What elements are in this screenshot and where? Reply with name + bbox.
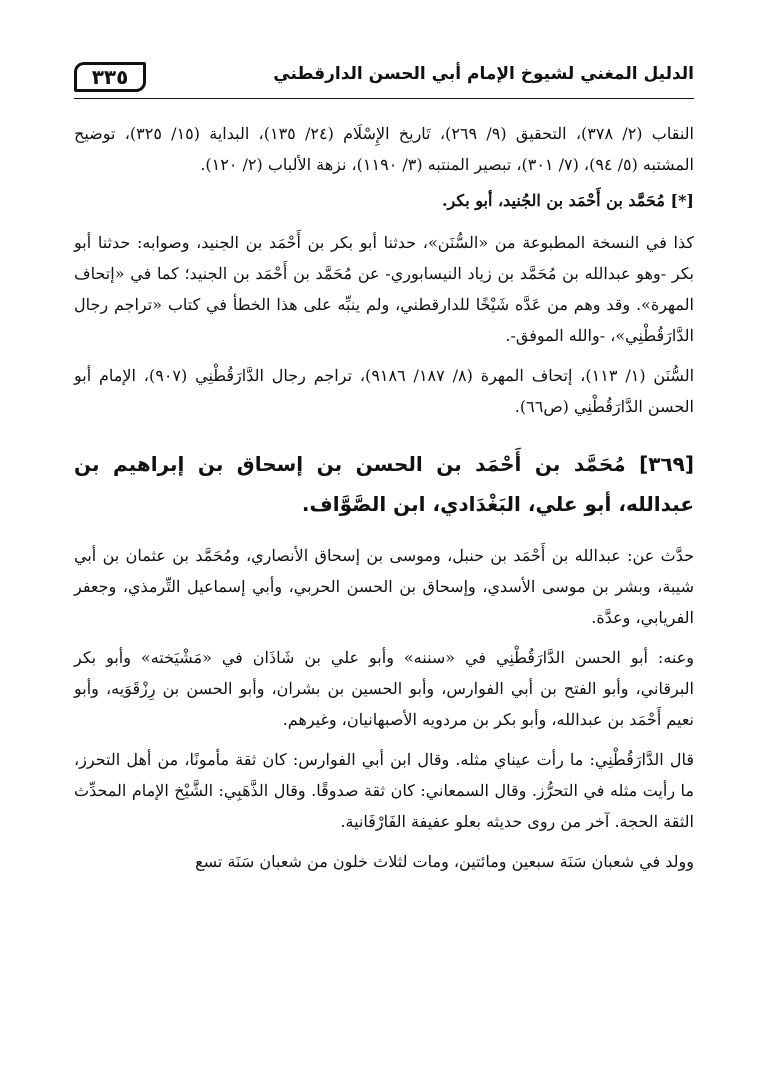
biography-students: وعنه: أبو الحسن الدَّارَقُطْنِي في «سننه» وأبو علي بن شَاذَان في «مَشْيَخته» وأبو بكر البرقاني، وأبو الفتح بن أبي الفوارس، وأبو الحسين بن بشران، وأبو الحسن بن رِزْقَوَيه، وأبو نعيم أَحْمَد بن عبدالله، وأبو بكر بن مردويه الأصبهانيان، وغيرهم. [74,648,695,729]
biography-title: [٣٦٩] مُحَمَّد بن أَحْمَد بن الحسن بن إسحاق بن إبراهيم بن عبدالله، أبو علي، البَغْدَادي، ابن الصَّوَّاف. [74,452,694,516]
biography-dates: وولد في شعبان سَنَة سبعين ومائتين، ومات لثلاث خلون من شعبان سَنَة تسع [195,852,694,871]
note-entry-heading: [*] مُحَمَّد بن أَحْمَد بن الجُنيد، أبو بكر. [441,191,694,210]
header-rule [74,98,694,99]
page-header [74,62,694,106]
previous-entry-references: النقاب (٢/ ٣٧٨)، التحقيق (٩/ ٢٦٩)، تَاريخ الإِسْلَام (٢٤/ ١٣٥)، البداية (١٥/ ٣٢٥)، توضيح المشتبه (٥/ ٩٤)، (٧/ ٣٠١)، تبصير المنتبه (٣/ ١١٩٠)، نزهة الألباب (٢/ ١٢٠). [74,124,694,174]
page-number-badge: ٣٣٥ [74,62,146,92]
running-title: الدليل المغني لشيوخ الإمام أبي الحسن الدارقطني [273,64,694,84]
biography-body [74,540,694,877]
note-entry-paragraph: كذا في النسخة المطبوعة من «السُّنَن»، حدثنا أبو بكر بن أَحْمَد بن الجنيد، وصوابه: حدثنا أبو بكر -وهو عبدالله بن مُحَمَّد بن زياد النيسابوري- عن مُحَمَّد بن أَحْمَد بن الجنيد؛ كما في «إتحاف المهرة». وقد وهم من عَدَّه شَيْخًا للدارقطني، ولم ينبِّه على هذا الخطأ في كتاب «تراجم رجال الدَّارَقُطْنِي»، -والله الموفق-. [74,233,694,345]
page-body [74,118,694,877]
biography-teachers: حدَّث عن: عبدالله بن أَحْمَد بن حنبل، وموسى بن إسحاق الأنصاري، ومُحَمَّد بن عثمان بن أبي شيبة، وبشر بن موسى الأسدي، وإسحاق بن الحسن الحربي، وأبي إسماعيل التِّرمذي، وجعفر الفريابي، وعدَّة. [74,546,694,627]
note-entry-references: السُّنَن (١/ ١١٣)، إتحاف المهرة (٨/ ١٨٧/ ٩١٨٦)، تراجم رجال الدَّارَقُطْنِي (٩٠٧)، الإمام أبو الحسن الدَّارَقُطْنِي (ص٦٦). [74,366,695,416]
biography-grading: قال الدَّارَقُطْنِي: ما رأت عيناي مثله. وقال ابن أبي الفوارس: كان ثقة مأمونًا، من أهل التحرز، ما رأيت مثله في التحرُّز. وقال السمعاني: كان ثقة صدوقًا. وقال الذَّهَبِي: الشَّيْخ الإمام المحدِّث الثقة الحجة. آخر من روى حديثه بعلو عفيفة الفَارْفَانية. [74,750,695,831]
